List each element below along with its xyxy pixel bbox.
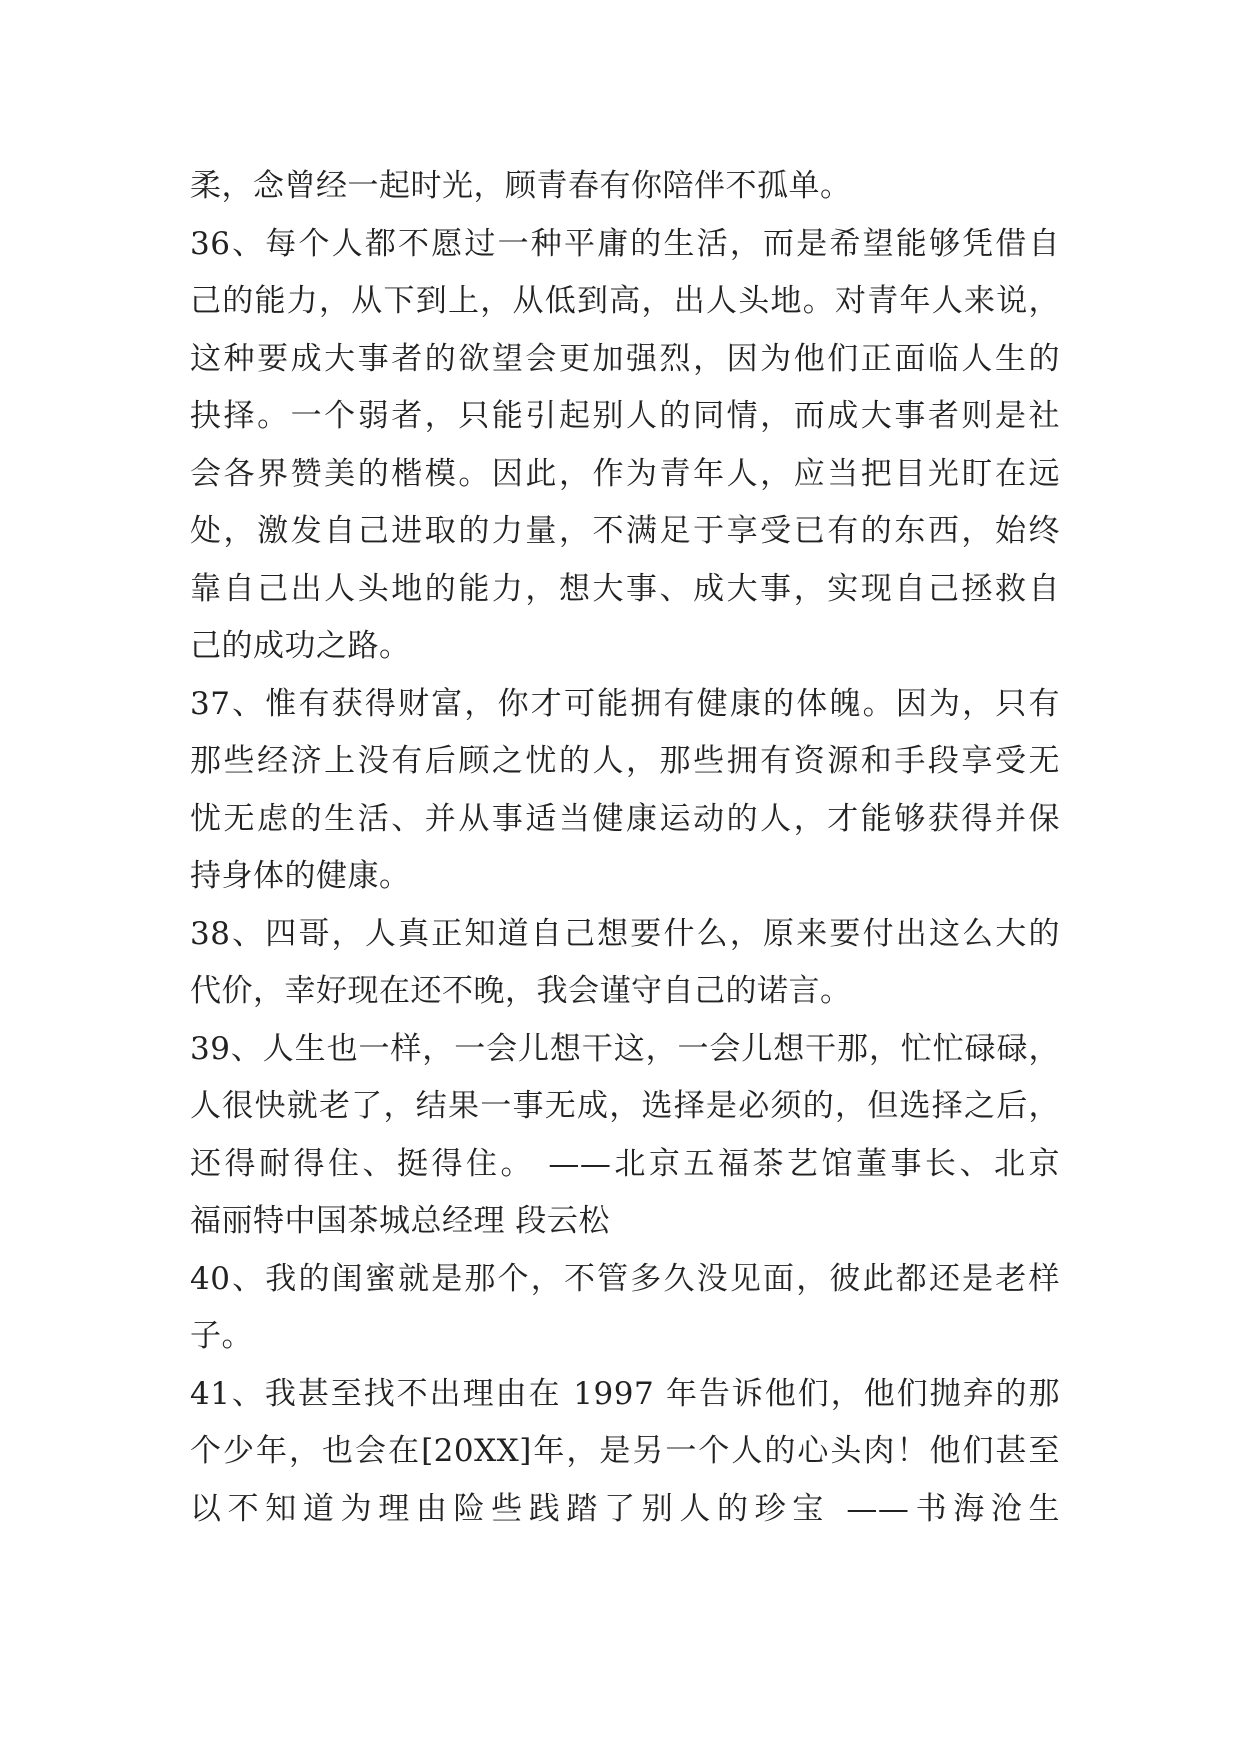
text-line: 己的成功之路。 <box>190 628 411 664</box>
text-line: 子。 <box>190 1318 253 1354</box>
text-line: 40、我的闺蜜就是那个，不管多久没见面，彼此都还是老样 <box>190 1260 1060 1297</box>
text-line: 个少年，也会在[20XX]年，是另一个人的心头肉！他们甚至 <box>190 1433 1060 1469</box>
text-line: 36、每个人都不愿过一种平庸的生活，而是希望能够凭借自 <box>190 225 1060 262</box>
text-line: 福丽特中国茶城总经理 段云松 <box>190 1203 610 1239</box>
text-line: 还得耐得住、挺得住。 ——北京五福茶艺馆董事长、北京 <box>190 1145 1060 1182</box>
text-line: 柔，念曾经一起时光，顾青春有你陪伴不孤单。 <box>190 168 852 204</box>
text-line: 处，激发自己进取的力量，不满足于享受已有的东西，始终 <box>190 513 1060 549</box>
text-line: 以不知道为理由险些践踏了别人的珍宝 ——书海沧生 <box>190 1490 1060 1527</box>
text-line: 抉择。一个弱者，只能引起别人的同情，而成大事者则是社 <box>190 398 1060 434</box>
text-line: 37、惟有获得财富，你才可能拥有健康的体魄。因为，只有 <box>190 685 1060 722</box>
text-line: 这种要成大事者的欲望会更加强烈，因为他们正面临人生的 <box>190 340 1060 377</box>
text-line: 会各界赞美的楷模。因此，作为青年人，应当把目光盯在远 <box>190 455 1060 492</box>
text-line: 代价，幸好现在还不晚，我会谨守自己的诺言。 <box>190 973 852 1009</box>
body-text <box>190 158 1060 1538</box>
text-line: 39、人生也一样，一会儿想干这，一会儿想干那，忙忙碌碌， <box>190 1030 1060 1067</box>
text-line: 41、我甚至找不出理由在 1997 年告诉他们，他们抛弃的那 <box>190 1375 1060 1412</box>
text-line: 38、四哥，人真正知道自己想要什么，原来要付出这么大的 <box>190 915 1060 952</box>
text-line: 那些经济上没有后顾之忧的人，那些拥有资源和手段享受无 <box>190 743 1060 779</box>
text-line: 人很快就老了，结果一事无成，选择是必须的，但选择之后， <box>190 1088 1060 1124</box>
text-line: 忧无虑的生活、并从事适当健康运动的人，才能够获得并保 <box>190 800 1060 837</box>
text-line: 持身体的健康。 <box>190 858 411 894</box>
text-line: 靠自己出人头地的能力，想大事、成大事，实现自己拯救自 <box>190 570 1060 607</box>
text-line: 己的能力，从下到上，从低到高，出人头地。对青年人来说， <box>190 283 1060 319</box>
